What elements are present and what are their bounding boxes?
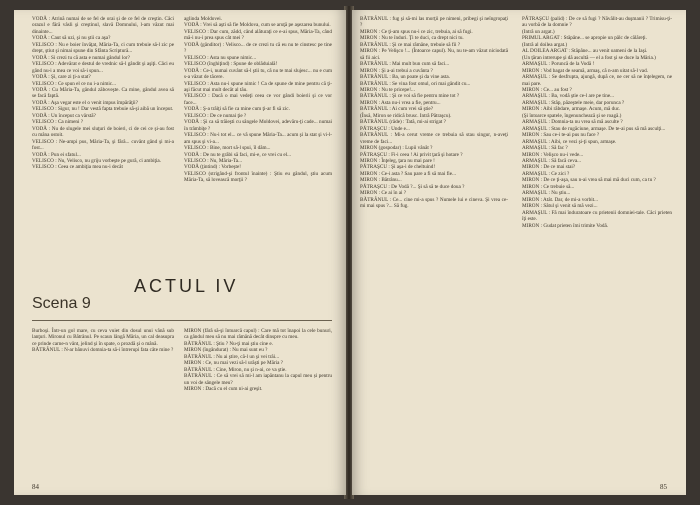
dialogue-paragraph: ARMAŞUL : Să facă ceva... — [522, 157, 582, 164]
dialogue-paragraph: MIRON : Asta nu-i vrea a fie, pentru... — [360, 99, 441, 106]
dialogue-paragraph: MIRON : Ce trebuie să... — [522, 183, 575, 190]
dialogue-paragraph: VODĂ : Cu Măria-Ta, gândul zăboveşte. Ca mine, gândul avea să se facă faptă. — [32, 86, 174, 100]
dialogue-paragraph: VODĂ : Caut să uzi, şi nu ştii ca aşa? — [32, 35, 111, 42]
dialogue-paragraph: VELISCO : Nu-i tot el... ce vă spune Măria-Ta... acum şi la stat şi vi-l-am spus şi vi-a... — [184, 132, 332, 145]
right-column-2 — [522, 16, 672, 229]
dialogue-paragraph: VELISCO : Adevărat e destul de vrednic să-l gândit şi aşiţi. Câci eu gând nu-i a mea ce voi să-i spun... — [32, 61, 174, 74]
dialogue-paragraph: BĂTRÂNUL : Şi ce voi să fie pentru mine tot ? — [360, 93, 460, 100]
dialogue-paragraph: VODĂ : De nu te grăbi să faci, mi-e, ce vrei cu el... — [184, 151, 292, 158]
right-column-1 — [360, 16, 508, 210]
dialogue-paragraph: (Însă, Miron se ridică brusc. Intră Pătraşcu). — [360, 112, 452, 119]
dialogue-paragraph: MIRON : Ce ţi-am spus nu-i ce zic, trebuia, ai să fugi. — [360, 28, 473, 35]
dialogue-paragraph: BĂTRÂNUL : Mai mult bun cum să faci... — [360, 61, 450, 68]
dialogue-paragraph: VELISCO : Ceea ce ambiţia mea nu-i decât — [32, 164, 123, 171]
dialogue-paragraph: MIRON : De ce mai stai? — [522, 164, 576, 171]
dialogue-paragraph: PĂTRAŞCU : De Vodă ?... Şi să să te duce doua ? — [360, 183, 465, 190]
dialogue-paragraph: BĂTRÂNUL : Cine, Miron, nu şi n-ai, ce va ştie. — [184, 366, 287, 373]
dialogue-paragraph: ARMAŞUL : Stau de rugăciune, armaşe. De te-ai pus să mă asculţi... — [522, 125, 666, 132]
dialogue-paragraph: MIRON : Pe Velişco !... (Întoarce capul). Nu, nu te-am văzut niciodată să fii aici. — [360, 48, 508, 61]
dialogue-paragraph: BĂTRÂNUL : Ba, un poate şi da vine asta. — [360, 74, 450, 81]
dialogue-paragraph: (Intră al doilea argat.) — [522, 41, 568, 48]
left-column-2 — [184, 16, 332, 184]
left-column-4 — [184, 328, 332, 393]
dialogue-paragraph: VELISCO : De ce numai ţie ? — [184, 112, 247, 119]
dialogue-paragraph: MIRON : Vod bagat de seamă, armaş, că n-am uitat să-l vad. — [522, 67, 649, 74]
dialogue-paragraph: MIRON : Ce... au fost ? — [522, 86, 572, 93]
dialogue-paragraph: VODĂ : Atrină numai de se fel de orai şi de ce fel de creştin. Câci orazul e fără vâsli şi creştinul, slavă Domnului, l-am văzut mai dinainte... — [32, 16, 174, 35]
dialogue-paragraph: ARMAŞUL : Stăp, păzeştele meie, dar porunca ? — [522, 99, 625, 106]
dialogue-paragraph: MIRON : Ce-i asta ? Sau pare a fi să mai fie... — [360, 170, 456, 177]
dialogue-paragraph: VELISCO : Ne-ampi pus, Măria-Ta, şi fără... cuvânt gând şi mi-a fost... — [32, 138, 174, 152]
dialogue-paragraph: MIRON : Aibi răbdare, armaşe. Acum, mă duc. — [522, 106, 621, 113]
dialogue-paragraph: ARMAŞUL : Domnia-ta nu vrea să mă asculte ? — [522, 119, 623, 126]
dialogue-paragraph: (Şi întoarce spatele, îngenunchează şi se roagă.) — [522, 112, 622, 119]
dialogue-paragraph: VODĂ : Si crezi tu că asta e numai gândul lor? — [32, 54, 130, 61]
dialogue-paragraph: MIRON : Ce, nu mai vezi să-l urăşti pe Măria ? — [184, 360, 283, 367]
dialogue-paragraph: VODĂ (ţintind) : Vorbeşte! — [184, 164, 242, 171]
dialogue-paragraph: VODĂ (gânditor) : Velisco... de ce crezi tu că eu nu te cinstesc pe tine ? — [184, 41, 332, 55]
act-title: ACTUL IV — [134, 276, 239, 296]
dialogue-paragraph: VELISCO : Nu, Velisco, nu griju vorbeşte pe gură, ci ambiţia. — [32, 157, 161, 164]
dialogue-paragraph: VELISCO : Dar cum, zădd, când alăturaţi ce e-ai spus, Măria-Ta, când mă-i nu-i prea spus cât mei ? — [184, 28, 332, 42]
dialogue-paragraph: BĂTRÂNUL : Mi-a cerut vreme ce trebuia să stau singur, n-aveţi vreme de faci... — [360, 132, 508, 145]
dialogue-paragraph: BĂTRÂNUL : Ştiu ? Nu-ţi mai ştiu cine e. — [184, 340, 273, 347]
dialogue-paragraph: ARMAŞUL : Aibi, ce vezi şi-ţi spun, armaşe. — [522, 138, 617, 145]
dialogue-paragraph: ARMAŞUL : Să fac ? — [522, 145, 568, 152]
dialogue-paragraph: MIRON : Ce ai în ai ? — [360, 190, 407, 197]
dialogue-paragraph: VODĂ : Aşa vegar este el o venit impus împărăţii? — [32, 99, 138, 106]
dialogue-paragraph: MIRON : Gudat prieten îmi trimite Vodă. — [522, 222, 609, 229]
dialogue-paragraph: BĂTRÂNUL : Ce... cine mi-a spus ? Numele lui e cineva. Şi vrea ce-mi mai spus ?... Să fug. — [360, 196, 508, 210]
dialogue-paragraph: MIRON : Atât. Dar, de mi-a vorbit... — [522, 196, 599, 203]
dialogue-paragraph: BĂTRÂNUL : Ai cum vrei să ştie? — [360, 106, 433, 113]
page-number-left: 84 — [32, 483, 39, 491]
dialogue-paragraph: MIRON (gospodar) : Lupii vânăt ? — [360, 145, 433, 152]
dialogue-paragraph: VODĂ : Vrei să aşti să fie Moldova, cum se aruţă pe aşezarea bunului. — [184, 22, 331, 29]
dialogue-paragraph: MIRON : Sătul şi venit să mă vezi... — [522, 203, 598, 210]
dialogue-paragraph: VELISCO : Asta nu spune nimic... — [184, 54, 257, 61]
dialogue-paragraph: VELISCO : Asta nu-i spune nimic ! Ca de spune de mine pentru că ţi-aşi făcut mai mult decât al tău. — [184, 80, 332, 93]
dialogue-paragraph: MIRON (fără să-şi întoarcă capul) : Care mă tot înapoi la cele bunuri, ca gândul meu să nu mai rămână decât dinspre cu meu. — [184, 328, 332, 341]
left-page — [14, 10, 346, 495]
dialogue-paragraph: BĂTRÂNUL : Şi ce mai rămâne, trebuie să fii ? — [360, 41, 461, 48]
dialogue-paragraph: MIRON : Şi a-ai trebui a cuvânta ? — [360, 67, 433, 74]
dialogue-paragraph: VODĂ : Pun ei sfatul... — [32, 151, 81, 158]
dialogue-paragraph: PĂTRAŞCU : Unde e... — [360, 125, 410, 132]
dialogue-paragraph: PĂTRAŞCU : Fi-i ceea ! Ai privit ţară şi hotare ? — [360, 151, 463, 158]
dialogue-paragraph: VELISCO : Ce spun el ce nu i-a nimic... — [32, 80, 116, 87]
dialogue-paragraph: (Intră un argat.) — [522, 28, 555, 35]
dialogue-paragraph: VELISCO (strigând-şi frontul înainte) : Ştiu eu gândul, ştiu acum Măria-Ta, să lovească morţii ? — [184, 170, 332, 184]
dialogue-paragraph: ARMAŞUL : Se desfrupta, ajungă, după ce, ne cer să ne înţelegem, ne mai pare. — [522, 74, 672, 87]
page-number-right: 85 — [660, 483, 667, 491]
dialogue-paragraph: ARMAŞUL : Ce zici ? — [522, 170, 570, 177]
dialogue-paragraph: MIRON : Dacă cu el cum ni-ai greşit. — [184, 386, 263, 393]
dialogue-paragraph: Burboşi. Într-un gol mare, cu ceva vuiet din dosul unui vână sub lanţuri. Mironul cu Bătrânul. Pe scaun lângă Măria, un cal deasupra ce prinde carne-n vânt, jelind şi în spate, o prozdă şi o mână. — [32, 328, 174, 347]
scene-title: Scena 9 — [32, 295, 91, 312]
dialogue-paragraph: AL DOILEA ARGAT : Stăpâne... au venit oameni de la Iaşi. — [522, 48, 648, 55]
dialogue-paragraph: BĂTRÂNUL : Ce să vrei să mi-l am iapăntanu la capul meu și pentru un voi de sângele meu? — [184, 373, 332, 386]
dialogue-paragraph: aglinda Moldovei. — [184, 16, 223, 22]
dialogue-paragraph: VODĂ : Şi, care zi ţi-a stat? — [32, 74, 91, 81]
dialogue-paragraph: ARMAŞUL : Fă mai înduratoare cu prietenii domniei-tale. Câci prieten îţi este. — [522, 209, 672, 223]
dialogue-paragraph: VELISCO : Ca nimeni ? — [32, 119, 84, 126]
dialogue-paragraph: MIRON : Nu te pricepe!... — [360, 86, 415, 93]
dialogue-paragraph: ARMAŞUL : Poruncă de la Vodă ! — [522, 61, 595, 68]
dialogue-paragraph: VELISCO : Bine, mort să-l spui, îl dăm... — [184, 145, 271, 152]
dialogue-paragraph: VELISCO : Nu, Măria-Ta... — [184, 157, 242, 164]
dialogue-paragraph: MIRON (îngândurat) : Nu mai sunt eu ? — [184, 347, 268, 354]
dialogue-paragraph: PĂTRAŞCU (palid) : De ce să fugi ? Năvălit-au duşmanii ? Trimisu-ţi-au vorbă de la domnie ? — [522, 16, 672, 29]
dialogue-paragraph: PĂTRAŞCU : Şi aşa-i de cheltuind! — [360, 164, 436, 171]
right-page — [352, 10, 686, 495]
dialogue-paragraph: BĂTRÂNUL : Se vina fost omul, ori mai gândit cu... — [360, 80, 471, 87]
left-column-3 — [32, 328, 174, 354]
dialogue-paragraph: MIRON : Nu te înduri. Ţi te duci, ca drept nici tu. — [360, 35, 464, 42]
dialogue-paragraph: MIRON : De ce ţi-aşa, sau n-ai vrea să mai mă duci cum, ca tu ? — [522, 177, 656, 184]
dialogue-paragraph: PRIMUL ARGAT : Stăpâne... se apropie un pâlc de călăreţi. — [522, 35, 647, 42]
dialogue-paragraph: VODĂ : Un început ca vârstă? — [32, 112, 96, 119]
dialogue-paragraph: VELISCO : Nu e boier învăţat, Măria-Ta, ci cum trebuie să-l zic pe drept, ştiut şi nimai spune din Sfânta Scriptură... — [32, 41, 174, 55]
dialogue-paragraph: MIRON : Velişco nu-i vede... — [522, 151, 584, 158]
dialogue-paragraph: VODĂ : Ş-a trăiţi să fie ca mine cum ţi-ar fi să zic. — [184, 106, 290, 113]
dialogue-paragraph: BĂTRÂNUL : N-ar bănuvi domnia-ta să-i întrerupi fata câte mine ? — [32, 347, 174, 354]
dialogue-paragraph: BĂTRÂNUL : fug şi să-mi las morţii pe nimeni, pribegi şi neîngropaţi ? — [360, 16, 508, 29]
dialogue-paragraph: VODĂ : Ce-i, numai cuvânt să-l ştii tu, că nu te mai slujesc... nu e cum s-a văzut de tăcere. — [184, 67, 332, 81]
dialogue-paragraph: VELISCO : Dacă o mai vedeţi ceea ce vor gândi boierii şi ce vor face... — [184, 93, 332, 106]
dialogue-paragraph: MIRON : Înţeleg, ţara nu mai pare ! — [360, 157, 435, 164]
dialogue-paragraph: (Un ţăran intrerupe şi dă ascultă — el a fost şi se duce la Măria.) — [522, 54, 656, 61]
dialogue-paragraph: ARMAŞUL : Ba, vodă ştie ce-l are pe tine... — [522, 93, 615, 100]
dialogue-paragraph: VELISCO : Sigur, nu ! Dar vestă fapta trebuie să-şi aibă un început. — [32, 106, 174, 113]
scene-divider — [32, 320, 332, 321]
dialogue-paragraph: ARMAŞUL : Nu ştiu... — [522, 190, 571, 197]
dialogue-paragraph: VELISCO (înghiţind) : Spune de oblăduială! — [184, 61, 278, 68]
dialogue-paragraph: MIRON : Sau ce-i te-ai pus nu face ? — [522, 132, 600, 139]
dialogue-paragraph: VODĂ : Şi ca să trăieşti cu sângele Moldovei, adevăru-ţi cade... numai în trâmbiţe ? — [184, 119, 332, 132]
dialogue-paragraph: VODĂ : Nu de slugele mei sluţuri de boieri, ci de cei ce şi-au fost cu mâna ostoit. — [32, 125, 174, 139]
dialogue-paragraph: BĂTRÂNUL : Nu ai ştire, că-l un şi vei trăi... — [184, 353, 280, 360]
dialogue-paragraph: MIRON : Bătrânu... — [360, 177, 402, 184]
left-column-1 — [32, 16, 174, 171]
dialogue-paragraph: BĂTRÂNUL (râde) : Tată, mi-ai strigat ? — [360, 119, 446, 126]
